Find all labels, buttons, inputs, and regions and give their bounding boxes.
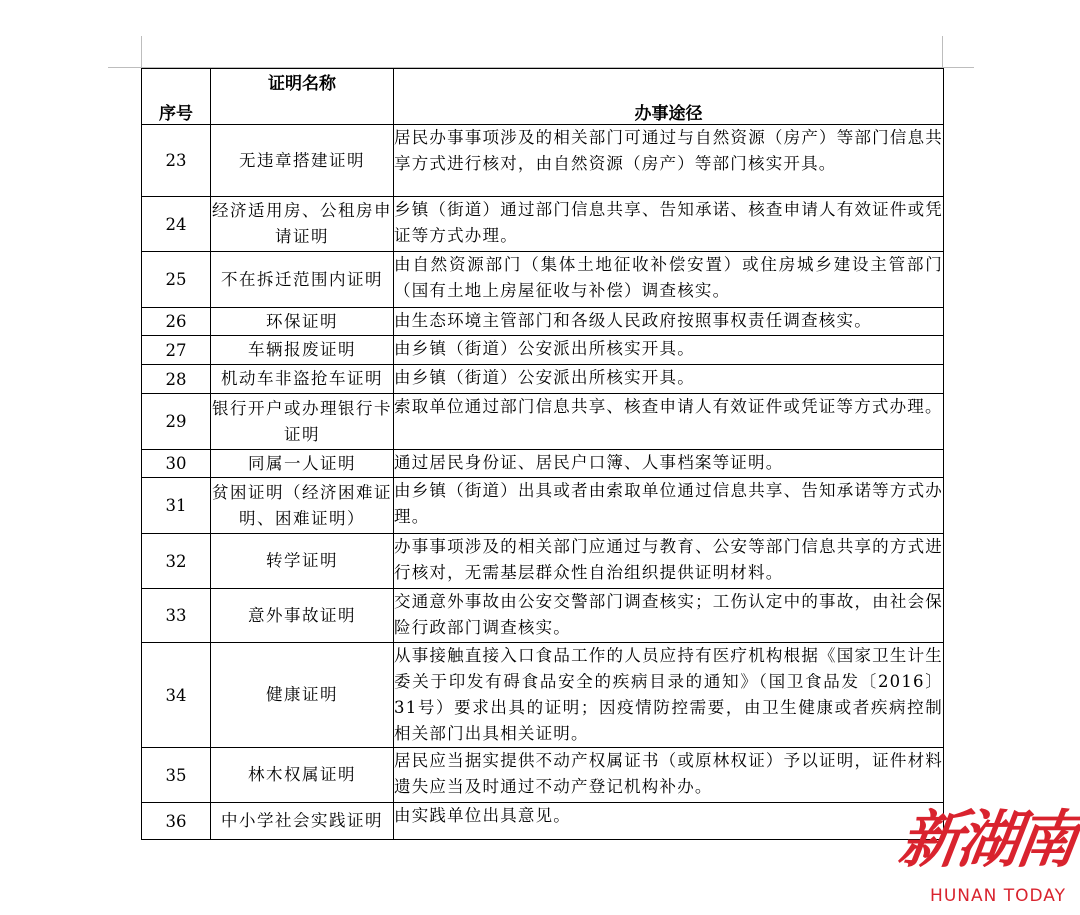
row-certificate-name: 健康证明: [211, 643, 394, 748]
header-procedure: 办事途径: [394, 69, 944, 125]
logo-subtitle: HUNAN TODAY: [930, 886, 1066, 906]
row-number: 23: [142, 125, 211, 197]
row-certificate-name: 贫困证明（经济困难证明、困难证明）: [211, 478, 394, 534]
row-certificate-name: 机动车非盗抢车证明: [211, 365, 394, 394]
table-row: [142, 252, 944, 308]
row-certificate-name: 银行开户或办理银行卡证明: [211, 394, 394, 450]
row-number: 31: [142, 478, 211, 534]
table-row: [142, 394, 944, 450]
row-certificate-name: 经济适用房、公租房申请证明: [211, 197, 394, 252]
row-number: 34: [142, 643, 211, 748]
table-row: [142, 365, 944, 394]
table-row: [142, 803, 944, 840]
table-row: [142, 197, 944, 252]
watermark-logo: [890, 800, 1080, 915]
row-number: 26: [142, 308, 211, 336]
row-procedure: 办事事项涉及的相关部门应通过与教育、公安等部门信息共享的方式进行核对，无需基层群众性自治组织提供证明材料。: [394, 534, 944, 589]
header-number: 序号: [142, 69, 211, 125]
header-certificate-name: 证明名称: [211, 69, 394, 125]
row-number: 30: [142, 450, 211, 478]
row-number: 28: [142, 365, 211, 394]
row-procedure: 居民办事事项涉及的相关部门可通过与自然资源（房产）等部门信息共享方式进行核对，由自然资源（房产）等部门核实开具。: [394, 125, 944, 197]
row-certificate-name: 无违章搭建证明: [211, 125, 394, 197]
table-row: [142, 336, 944, 365]
row-procedure: 乡镇（街道）通过部门信息共享、告知承诺、核查申请人有效证件或凭证等方式办理。: [394, 197, 944, 252]
row-number: 24: [142, 197, 211, 252]
row-number: 25: [142, 252, 211, 308]
table-row: [142, 450, 944, 478]
row-procedure: 由乡镇（街道）出具或者由索取单位通过信息共享、告知承诺等方式办理。: [394, 478, 944, 534]
table-row: [142, 308, 944, 336]
row-certificate-name: 环保证明: [211, 308, 394, 336]
row-procedure: 由乡镇（街道）公安派出所核实开具。: [394, 336, 944, 365]
table-row: [142, 125, 944, 197]
row-number: 33: [142, 589, 211, 643]
row-procedure: 由自然资源部门（集体土地征收补偿安置）或住房城乡建设主管部门（国有土地上房屋征收与补偿）调查核实。: [394, 252, 944, 308]
row-procedure: 由实践单位出具意见。: [394, 803, 944, 840]
row-number: 35: [142, 748, 211, 803]
row-procedure: 由生态环境主管部门和各级人民政府按照事权责任调查核实。: [394, 308, 944, 336]
row-certificate-name: 林木权属证明: [211, 748, 394, 803]
row-number: 29: [142, 394, 211, 450]
row-procedure: 居民应当据实提供不动产权属证书（或原林权证）予以证明，证件材料遗失应当及时通过不动产登记机构补办。: [394, 748, 944, 803]
row-procedure: 由乡镇（街道）公安派出所核实开具。: [394, 365, 944, 394]
row-procedure: 索取单位通过部门信息共享、核查申请人有效证件或凭证等方式办理。: [394, 394, 944, 450]
row-certificate-name: 转学证明: [211, 534, 394, 589]
table-row: [142, 478, 944, 534]
row-number: 32: [142, 534, 211, 589]
row-certificate-name: 同属一人证明: [211, 450, 394, 478]
page-margin-mark-right: [942, 36, 943, 68]
row-number: 27: [142, 336, 211, 365]
table-row: [142, 589, 944, 643]
page-margin-mark-left: [141, 36, 142, 68]
row-certificate-name: 意外事故证明: [211, 589, 394, 643]
row-procedure: 从事接触直接入口食品工作的人员应持有医疗机构根据《国家卫生计生委关于印发有碍食品安全的疾病目录的通知》（国卫食品发〔2016〕31号）要求出具的证明；因疫情防控需要，由卫生健康或者疾病控制相关部门出具相关证明。: [394, 643, 944, 748]
row-certificate-name: 车辆报废证明: [211, 336, 394, 365]
row-procedure: 通过居民身份证、居民户口簿、人事档案等证明。: [394, 450, 944, 478]
row-procedure: 交通意外事故由公安交警部门调查核实；工伤认定中的事故，由社会保险行政部门调查核实。: [394, 589, 944, 643]
certificate-table: [141, 68, 944, 840]
table-header-row: [142, 69, 944, 125]
logo-mark: 新湖南: [894, 803, 1080, 876]
table-row: [142, 748, 944, 803]
row-certificate-name: 中小学社会实践证明: [211, 803, 394, 840]
table-row: [142, 534, 944, 589]
table-row: [142, 643, 944, 748]
row-number: 36: [142, 803, 211, 840]
row-certificate-name: 不在拆迁范围内证明: [211, 252, 394, 308]
